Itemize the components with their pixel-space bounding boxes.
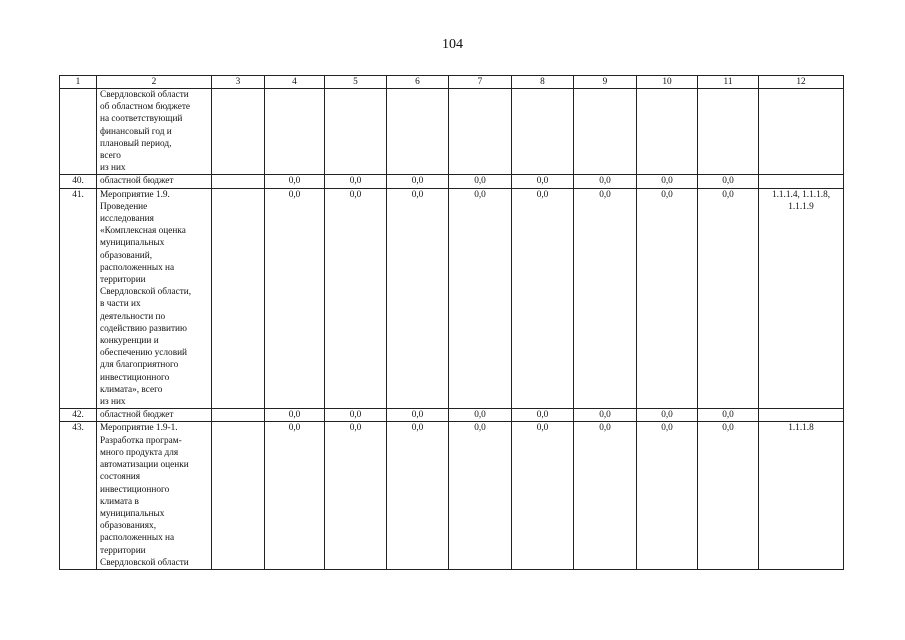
value-cell: 0,0 bbox=[698, 188, 759, 409]
description-line: климата в bbox=[100, 496, 139, 507]
value-cell: 0,0 bbox=[574, 188, 637, 409]
description-line: плановый период, bbox=[100, 138, 172, 149]
value-cell: 0,0 bbox=[637, 175, 698, 188]
value-cell: 0,0 bbox=[574, 409, 637, 422]
column-header: 4 bbox=[265, 76, 325, 89]
budget-table bbox=[59, 75, 844, 570]
page-number: 104 bbox=[442, 37, 463, 52]
description-line: финансовый год и bbox=[100, 126, 172, 137]
description-line: областной бюджет bbox=[100, 410, 174, 421]
value-cell: 0,0 bbox=[325, 175, 387, 188]
description-line: автоматизации оценки bbox=[100, 460, 189, 471]
value-cell: 0,0 bbox=[325, 422, 387, 569]
description-line: исследования bbox=[100, 214, 154, 225]
description-line: Свердловской области bbox=[100, 90, 189, 100]
reference-line: 1.1.1.9 bbox=[788, 201, 814, 212]
value-cell: 0,0 bbox=[449, 188, 512, 409]
empty-cell bbox=[212, 188, 265, 409]
value-cell: 0,0 bbox=[265, 175, 325, 188]
row-number-cell: 40. bbox=[60, 175, 97, 188]
value-cell: 0,0 bbox=[698, 175, 759, 188]
value-cell: 0,0 bbox=[449, 409, 512, 422]
table-row bbox=[60, 422, 844, 569]
description-line: Проведение bbox=[100, 201, 148, 212]
description-cell bbox=[97, 409, 212, 422]
table-row bbox=[60, 409, 844, 422]
value-cell: 0,0 bbox=[387, 422, 449, 569]
value-cell: 0,0 bbox=[637, 188, 698, 409]
reference-line: 1.1.1.8 bbox=[788, 423, 814, 434]
description-line: Свердловской области bbox=[100, 557, 189, 568]
value-cell bbox=[449, 89, 512, 175]
column-header: 5 bbox=[325, 76, 387, 89]
description-cell bbox=[97, 175, 212, 188]
value-cell: 0,0 bbox=[512, 422, 574, 569]
description-line: образований, bbox=[100, 250, 153, 261]
value-cell bbox=[574, 89, 637, 175]
description-line: состояния bbox=[100, 472, 141, 483]
description-line: территории bbox=[100, 545, 146, 556]
table-row bbox=[60, 188, 844, 409]
description-line: территории bbox=[100, 275, 146, 286]
description-line: из них bbox=[100, 397, 126, 408]
description-cell bbox=[97, 188, 212, 409]
reference-cell bbox=[759, 175, 844, 188]
column-header: 2 bbox=[97, 76, 212, 89]
row-number-cell: 41. bbox=[60, 188, 97, 409]
description-line: всего bbox=[100, 151, 121, 162]
description-line: обеспечению условий bbox=[100, 348, 188, 359]
column-header: 12 bbox=[759, 76, 844, 89]
table-row bbox=[60, 175, 844, 188]
empty-cell bbox=[212, 175, 265, 188]
value-cell bbox=[512, 89, 574, 175]
column-header: 9 bbox=[574, 76, 637, 89]
description-line: из них bbox=[100, 163, 126, 174]
empty-cell bbox=[212, 409, 265, 422]
value-cell bbox=[325, 89, 387, 175]
empty-cell bbox=[212, 422, 265, 569]
reference-cell bbox=[759, 89, 844, 175]
value-cell: 0,0 bbox=[512, 188, 574, 409]
description-cell bbox=[97, 422, 212, 569]
value-cell: 0,0 bbox=[265, 422, 325, 569]
row-number-cell: 43. bbox=[60, 422, 97, 569]
column-header: 11 bbox=[698, 76, 759, 89]
description-line: Разработка програм- bbox=[100, 435, 182, 446]
row-number-cell bbox=[60, 89, 97, 175]
column-header: 7 bbox=[449, 76, 512, 89]
description-line: для благоприятного bbox=[100, 360, 179, 371]
value-cell: 0,0 bbox=[387, 175, 449, 188]
value-cell bbox=[698, 89, 759, 175]
value-cell: 0,0 bbox=[698, 422, 759, 569]
value-cell: 0,0 bbox=[387, 409, 449, 422]
description-line: «Комплексная оценка bbox=[100, 226, 186, 237]
column-header: 6 bbox=[387, 76, 449, 89]
empty-cell bbox=[212, 89, 265, 175]
description-line: много продукта для bbox=[100, 447, 179, 458]
description-line: содействию развитию bbox=[100, 323, 187, 334]
header-row bbox=[60, 76, 844, 89]
value-cell bbox=[637, 89, 698, 175]
description-line: образованиях, bbox=[100, 521, 157, 532]
reference-cell bbox=[759, 409, 844, 422]
value-cell: 0,0 bbox=[265, 188, 325, 409]
value-cell: 0,0 bbox=[387, 188, 449, 409]
description-line: Свердловской области, bbox=[100, 287, 192, 298]
column-header: 8 bbox=[512, 76, 574, 89]
column-header: 3 bbox=[212, 76, 265, 89]
description-line: Мероприятие 1.9. bbox=[100, 189, 170, 200]
description-line: в части их bbox=[100, 299, 141, 310]
description-line: деятельности по bbox=[100, 311, 166, 322]
value-cell: 0,0 bbox=[449, 422, 512, 569]
value-cell: 0,0 bbox=[325, 409, 387, 422]
description-line: муниципальных bbox=[100, 508, 165, 519]
description-line: об областном бюджете bbox=[100, 102, 191, 113]
table-row bbox=[60, 89, 844, 175]
value-cell: 0,0 bbox=[265, 409, 325, 422]
value-cell: 0,0 bbox=[698, 409, 759, 422]
value-cell: 0,0 bbox=[637, 422, 698, 569]
value-cell: 0,0 bbox=[574, 422, 637, 569]
description-line: расположенных на bbox=[100, 533, 175, 544]
description-line: инвестиционного bbox=[100, 484, 170, 495]
description-line: конкуренции и bbox=[100, 336, 159, 347]
value-cell: 0,0 bbox=[512, 409, 574, 422]
description-line: на соответствующий bbox=[100, 114, 183, 125]
description-line: инвестиционного bbox=[100, 372, 170, 383]
value-cell: 0,0 bbox=[512, 175, 574, 188]
reference-cell bbox=[759, 188, 844, 409]
description-line: муниципальных bbox=[100, 238, 165, 249]
value-cell bbox=[265, 89, 325, 175]
reference-line: 1.1.1.4, 1.1.1.8, bbox=[771, 189, 831, 200]
value-cell: 0,0 bbox=[325, 188, 387, 409]
description-line: расположенных на bbox=[100, 262, 175, 273]
description-cell bbox=[97, 89, 212, 175]
description-line: климата», всего bbox=[100, 384, 163, 395]
reference-cell bbox=[759, 422, 844, 569]
value-cell: 0,0 bbox=[449, 175, 512, 188]
value-cell bbox=[387, 89, 449, 175]
column-header: 1 bbox=[60, 76, 97, 89]
row-number-cell: 42. bbox=[60, 409, 97, 422]
description-line: Мероприятие 1.9-1. bbox=[100, 423, 178, 434]
value-cell: 0,0 bbox=[574, 175, 637, 188]
description-line: областной бюджет bbox=[100, 176, 174, 187]
column-header: 10 bbox=[637, 76, 698, 89]
value-cell: 0,0 bbox=[637, 409, 698, 422]
